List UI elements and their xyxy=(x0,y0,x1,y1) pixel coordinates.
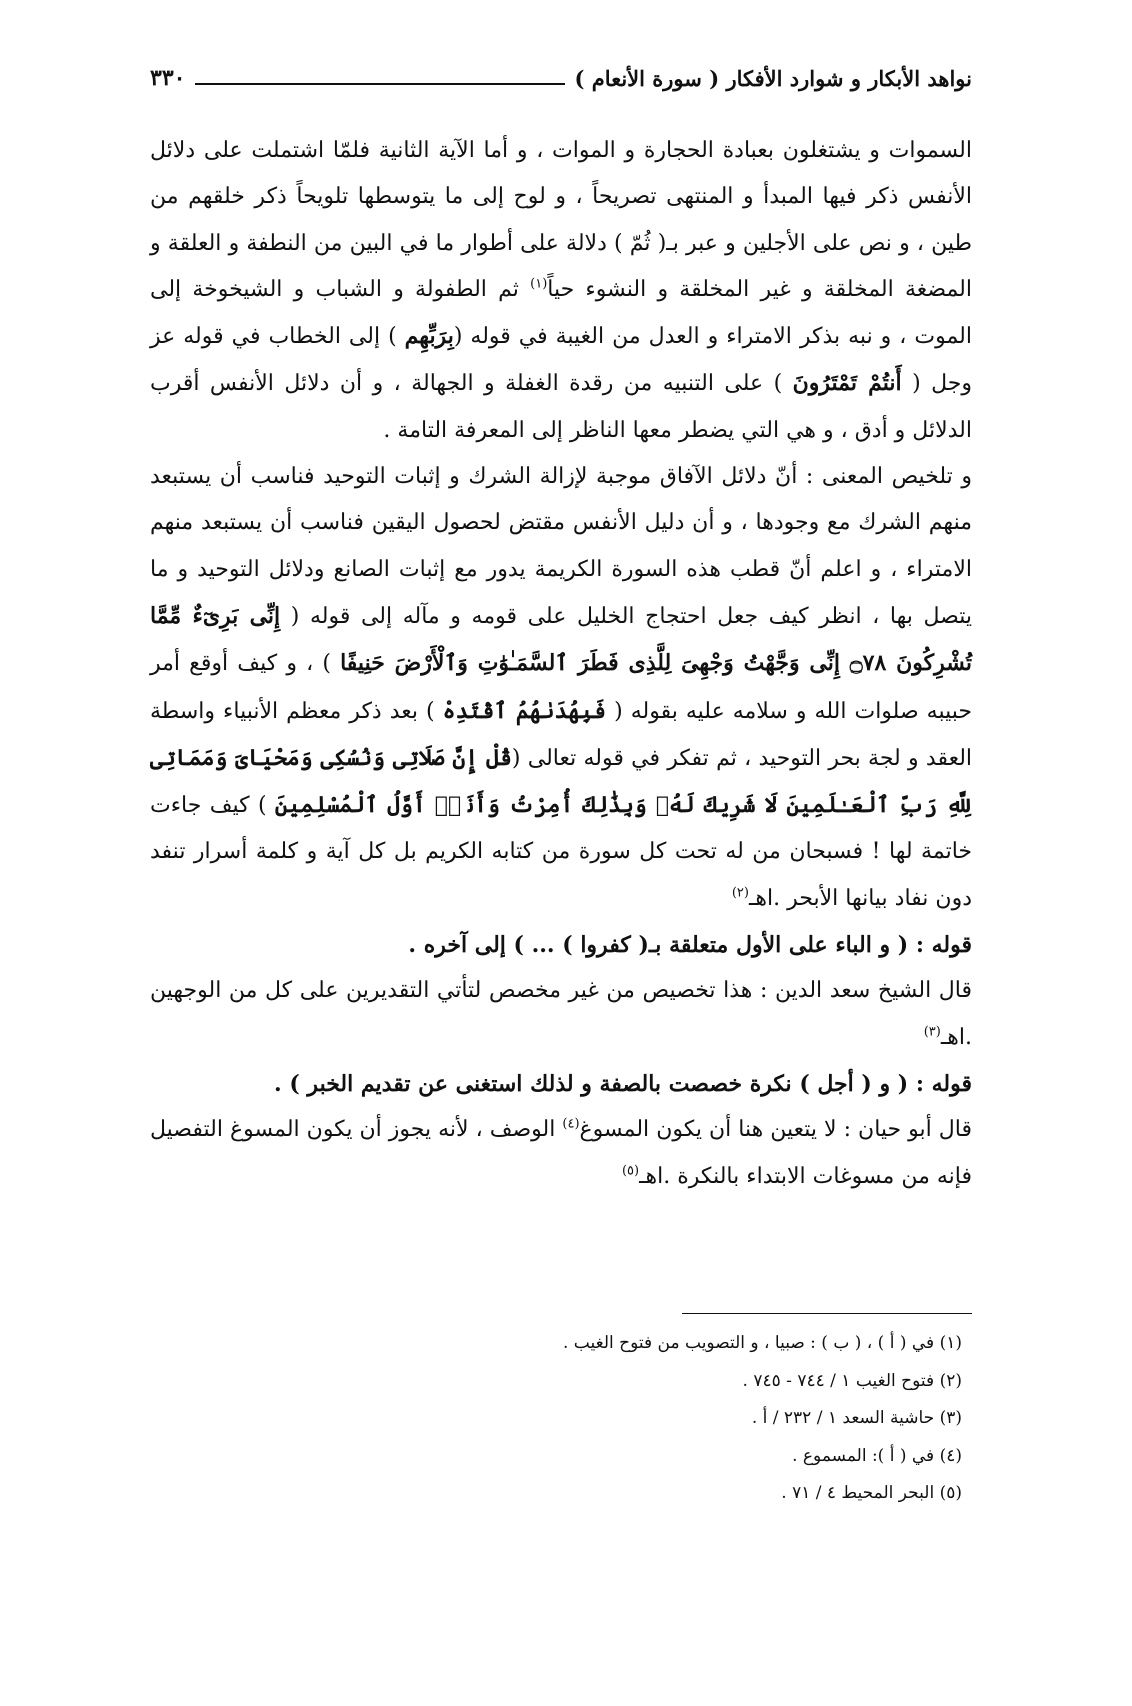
footnote-ref-3: (٣) xyxy=(923,1024,941,1040)
footnote-5: (٥) البحر المحيط ٤ / ٧١ . xyxy=(781,1483,962,1503)
quran-quote: قُلْ إِنَّ صَلَاتِى وَنُسُكِى وَمَحْيَاىَ وَمَمَاتِى لِلَّهِ رَبِّ ٱلْعَـٰلَمِينَ لَا شَرِيكَ لَهُۥ وَبِذَٰلِكَ أُمِرْتُ وَأَنَا۠ أَوَّلُ ٱلْمُسْلِمِينَ xyxy=(150,744,972,819)
book-title: نواهد الأبكار و شوارد الأفكار ( سورة الأنعام ) xyxy=(574,65,972,91)
running-header xyxy=(150,58,972,98)
footnote-4: (٤) في ( أ ): المسموع . xyxy=(792,1445,962,1466)
header-rule xyxy=(195,83,564,85)
text-run: ) كيف جاءت خاتمة لها ! فسبحان من له تحت كل سورة من كتابه الكريم بل كل آية و كلمة أسرار تنفد دون نفاد بيانها الأبحر .اهـ xyxy=(150,793,972,911)
footnote-ref-2: (٢) xyxy=(731,885,749,901)
text-run: قال أبو حيان : لا يتعين هنا أن يكون المسوغ xyxy=(579,1117,972,1143)
text-run: قال الشيخ سعد الدين : هذا تخصيص من غير مخصص لتأتي التقديرين على كل من الوجهين .اهـ xyxy=(150,978,972,1050)
page-number: ٣٣٠ xyxy=(150,65,186,91)
text-run: ) على التنبيه من رقدة الغفلة و الجهالة ، و أن دلائل الأنفس أقرب الدلائل و أدق ، و هي التي يضطر معها الناظر إلى المعرفة التامة . xyxy=(150,371,972,443)
main-text xyxy=(150,128,972,1200)
paragraph-3 xyxy=(150,968,972,1061)
footnote-1: (١) في ( أ ) ، ( ب ) : صبيا ، و التصويب من فتوح الغيب . xyxy=(563,1333,962,1353)
paragraph-2 xyxy=(150,454,972,922)
quran-quote: أَنتُمْ تَمْتَرُونَ xyxy=(792,370,902,397)
section-heading-1: قوله : ( و الباء على الأول متعلقة بـ( كفروا ) ... ) إلى آخره . xyxy=(408,932,972,959)
footnotes xyxy=(150,1325,962,1513)
text-run: السموات و يشتغلون بعبادة الحجارة و الموات ، و أما الآية الثانية فلمّا اشتملت على دلائل الأنفس ذكر فيها المبدأ و المنتهى تصريحاً ، و لوح إلى ما يتوسطها تلويحاً ذكر خلقهم من طين ، و نص على الأجلين و عبر بـ( ثُمّ ) دلالة على أطوار ما في البين من النطفة و العلقة و المضغة المخلقة و غير المخلقة و النشوء حياً xyxy=(150,138,972,302)
text-run: ) ، و كيف أوقع أمر حبيبه صلوات الله و سلامه عليه بقوله ( xyxy=(150,651,972,724)
footnote-3: (٣) حاشية السعد ١ / ٢٣٢ / أ . xyxy=(751,1408,962,1428)
section-heading-2: قوله : ( و ( أجل ) نكرة خصصت بالصفة و لذلك استغنى عن تقديم الخبر ) . xyxy=(274,1070,972,1097)
text-run: الوصف ، لأنه يجوز أن يكون المسوغ التفصيل فإنه من مسوغات الابتداء بالنكرة .اهـ xyxy=(150,1117,972,1189)
paragraph-1 xyxy=(150,128,972,454)
text-run: و تلخيص المعنى : أنّ دلائل الآفاق موجبة لإزالة الشرك و إثبات التوحيد فناسب أن يستبعد منهم الشرك مع وجودها ، و أن دليل الأنفس مقتض لحصول اليقين فناسب أن يستبعد منهم الامتراء ، و اعلم أنّ قطب هذه السورة الكريمة يدور مع إثبات الصانع ودلائل التوحيد و ما يتصل بها ، انظر كيف جعل احتجاج الخليل على قومه و مآله إلى قوله ( xyxy=(150,464,972,629)
footnote-2: (٢) فتوح الغيب ١ / ٧٤٤ - ٧٤٥ . xyxy=(742,1370,962,1391)
text-run: ثم الطفولة و الشباب و الشيخوخة إلى الموت ، و نبه بذكر الامتراء و العدل من الغيبة في قوله ( xyxy=(150,276,972,350)
quran-quote: فَبِهُدَىٰهُمُ ٱقْتَدِهْ xyxy=(442,697,607,724)
footnote-ref-4: (٤) xyxy=(562,1116,580,1132)
quran-quote: إِنِّى بَرِىٓءٌ مِّمَّا تُشْرِكُونَ ۝٧٨ إِنِّى وَجَّهْتُ وَجْهِىَ لِلَّذِى فَطَرَ ٱلسَّمَـٰوَٰتِ وَٱلْأَرْضَ حَنِيفًا xyxy=(150,602,972,677)
footnote-ref-5: (٥) xyxy=(621,1163,640,1179)
paragraph-4 xyxy=(150,1107,972,1200)
quran-quote: بِرَبِّهِم xyxy=(404,323,454,350)
text-run: ) بعد ذكر معظم الأنبياء واسطة العقد و لجة بحر التوحيد ، ثم تفكر في قوله تعالى ( xyxy=(150,698,973,771)
text-run: ) إلى الخطاب في قوله عز وجل ( xyxy=(150,324,972,397)
footnote-ref-1: (١) xyxy=(530,276,548,292)
footnote-separator xyxy=(682,1313,972,1314)
